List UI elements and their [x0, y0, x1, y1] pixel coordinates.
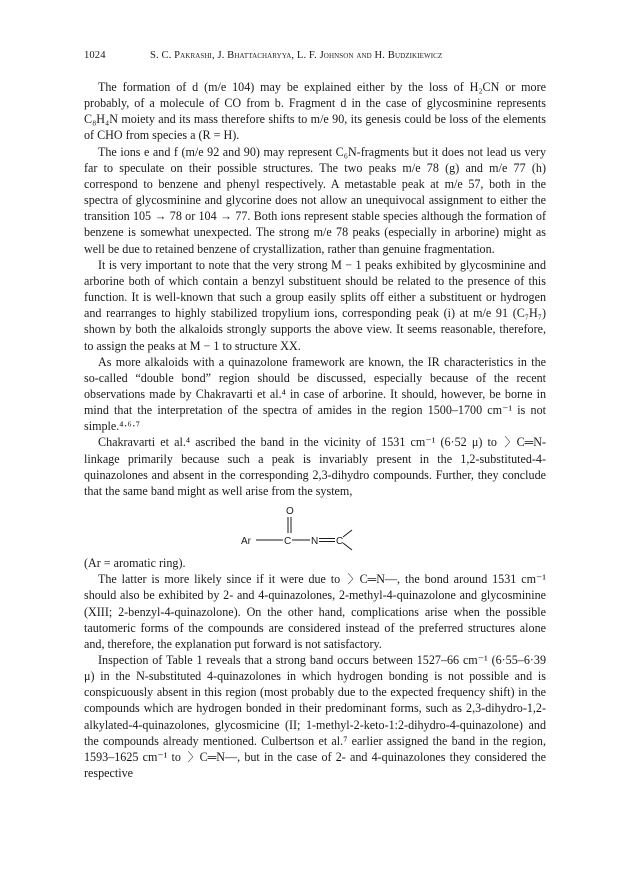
paragraph: The formation of d (m/e 104) may be explained either by the loss of H₂CN or more probably, of a molecule of CO from b. Fragment d in the case of glycosminine represents C₈H₄N moiety and its mass therefore shifts to m/e 90, its genesis could be loss of the elements of CHO from species a (R = H). [84, 80, 546, 143]
formula-structure-icon [84, 500, 546, 555]
paragraph: As more alkaloids with a quinazolone framework are known, the IR characteristics in the so-called “double bond” region should be discussed, especially because of the recent observations made by Chakravarti et al.⁴ in case of arborine. It should, however, be borne in mind that the interpretation of the spectra of amides in the region 1500–1700 cm⁻¹ is not simple.⁴·⁶·⁷ [84, 354, 546, 434]
formula-nitrogen: N [311, 536, 319, 548]
paragraph: It is very important to note that the very strong M − 1 peaks exhibited by glycosminine and arborine both of which contain a benzyl substituent should be related to the presence of this function. It is well-known that such a group easily splits off either a substituent or hydrogen and rearranges to highly stabilized tropylium ions, corresponding peak (i) at m/e 91 (C₇H₇) shown by both the alkaloids strongly supports the above view. It seems reasonable, therefore, to assign the peaks at M − 1 to structure XX. [84, 257, 546, 353]
paragraph: Chakravarti et al.⁴ ascribed the band in the vicinity of 1531 cm⁻¹ (6·52 μ) to 〉C═N-linkage primarily because such a peak is invariably present in the 1,2-substituted-4-quinazolones and absent in the corresponding 2,3-dihydro compounds. Further, they conclude that the same band might as well arise from the system, [84, 435, 546, 498]
running-header [84, 50, 546, 66]
paragraph: (Ar = aromatic ring). [84, 556, 186, 571]
formula-aryl: Ar [241, 536, 251, 548]
paragraph: Inspection of Table 1 reveals that a strong band occurs between 1527–66 cm⁻¹ (6·55–6·39 μ) in the N-substituted 4-quinazolones in which hydrogen bonding is not possible and is conspicuously absent in this region (most probably due to the expected frequency shift) in the compounds which are hydrogen bonded in their predominant forms, such as 2,3-dihydro-1,2-alkylated-4-quinazolones, glycosmicine (II; 1-methyl-2-keto-1:2-dihydro-4-quinazolone) and the compounds already mentioned. Culbertson et al.⁷ earlier assigned the band in the region, 1593–1625 cm⁻¹ to 〉C═N—, but in the case of 2- and 4-quinazolones they considered the respective [84, 653, 546, 781]
paragraph: The ions e and f (m/e 92 and 90) may represent C₆N-fragments but it does not lead us very far to speculate on their possible structures. The two peaks m/e 78 (g) and m/e 77 (h) correspond to benzene and phenyl respectively. A metastable peak at m/e 57, both in the spectra of glycosminine and glycorine does not allow an unequivocal assignment to either the transition 105 → 78 or 104 → 77. Both ions represent stable species although the formation of benzene is somewhat unexpected. The strong m/e 78 peaks (especially in arborine) might as well be due to retained benzene of crystallization, rather than genuine fragmentation. [84, 144, 546, 256]
chemical-formula [84, 500, 546, 555]
page-number: 1024 [84, 50, 106, 61]
article-body [84, 79, 546, 781]
paragraph: The latter is more likely since if it were due to 〉C═N—, the bond around 1531 cm⁻¹ should also be exhibited by 2- and 4-quinazolones, 2-methyl-4-quinazolone and glycosminine (XIII; 2-benzyl-4-quinazolone). On the other hand, complications arise when the possible tautomeric forms of the compounds are considered instead of the preferred structures alone and, therefore, the explanation put forward is not satisfactory. [84, 572, 546, 651]
formula-carbon: C [284, 536, 292, 548]
running-authors: S. C. Pakrashi, J. Bhattacharyya, L. F. Johnson and H. Budzikiewicz [150, 50, 443, 61]
formula-oxygen: O [286, 506, 294, 518]
formula-tail-carbon: C [336, 536, 344, 548]
